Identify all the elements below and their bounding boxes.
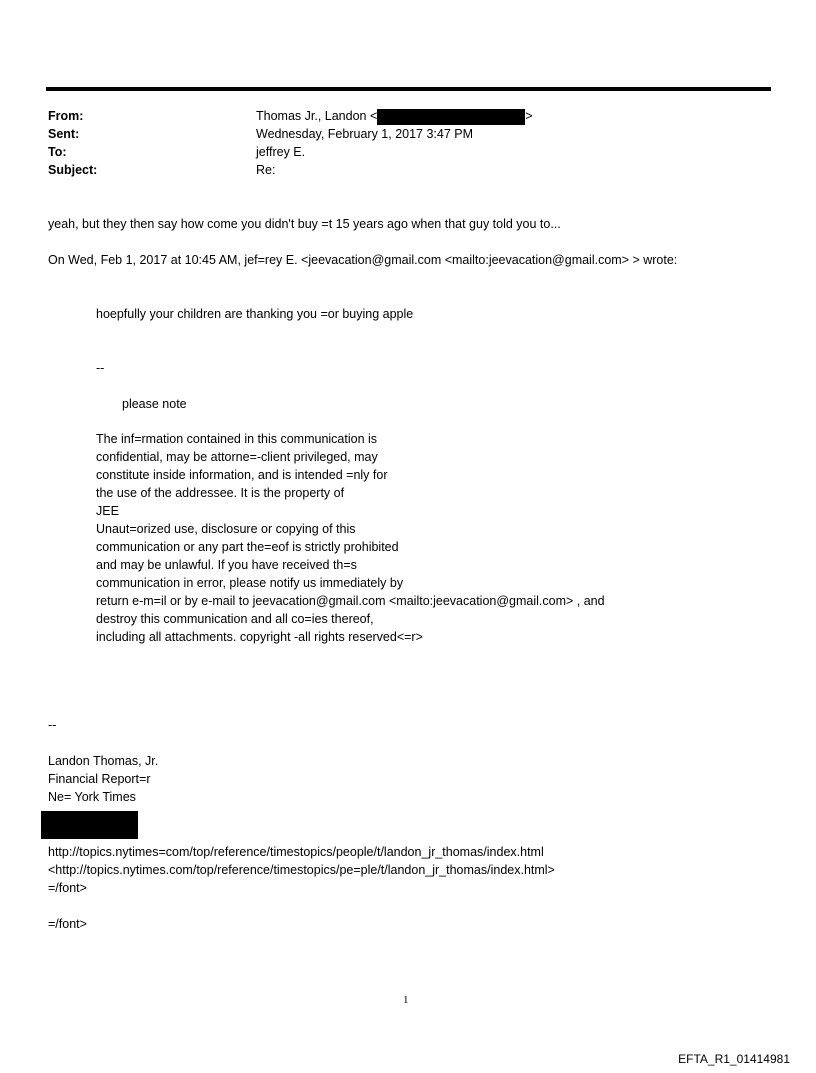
signature-link[interactable]: http://topics.nytimes=com/top/reference/timestopics/people/t/landon_jr_thomas/index.html (48, 845, 544, 859)
quote-intro: On Wed, Feb 1, 2017 at 10:45 AM, jef=rey E. <jeevacation@gmail.com <mailto:jeevacation@gmail.com> > wrote: (48, 253, 678, 267)
disclaimer-line: return e-m=il or by e-mail to jeevacation@gmail.com <mailto:jeevacation@gmail.com> , and (96, 594, 605, 608)
to-label: To: (48, 145, 67, 159)
reply-text: yeah, but they then say how come you didn't buy =t 15 years ago when that guy told you to... (48, 217, 561, 231)
from-label: From: (48, 109, 84, 123)
signature-title: Financial Report=r (48, 772, 151, 786)
disclaimer-line: The inf=rmation contained in this communication is (96, 432, 378, 446)
subject-label: Subject: (48, 163, 98, 177)
page-number: 1 (403, 994, 409, 1006)
quoted-signature-dash: -- (96, 361, 105, 375)
disclaimer-line: JEE (96, 504, 119, 518)
disclaimer-line: confidential, may be attorne=-client privileged, may (96, 450, 378, 464)
disclaimer-line: communication in error, please notify us immediately by (96, 576, 404, 590)
signature-dash: -- (48, 718, 57, 732)
redaction-block (41, 811, 138, 839)
disclaimer-line: constitute inside information, and is intended =nly for (96, 468, 388, 482)
to-row (48, 143, 548, 161)
disclaimer-line: including all attachments. copyright -all rights reserved<=r> (96, 630, 423, 644)
please-note: please note (122, 397, 187, 411)
subject-value: Re: (256, 163, 276, 177)
signature-org: Ne= York Times (48, 790, 136, 804)
signature-name: Landon Thomas, Jr. (48, 754, 159, 768)
font-close-tag: =/font> (48, 881, 87, 895)
disclaimer-line: communication or any part the=eof is strictly prohibited (96, 540, 399, 554)
disclaimer-line: the use of the addressee. It is the property of (96, 486, 345, 500)
sent-value: Wednesday, February 1, 2017 3:47 PM (256, 127, 474, 141)
from-name: Thomas Jr., Landon < (256, 109, 378, 123)
redaction-block (377, 109, 525, 125)
from-row (48, 107, 548, 125)
from-tail: > (525, 109, 533, 123)
sent-label: Sent: (48, 127, 80, 141)
sent-row (48, 125, 548, 143)
from-value (256, 107, 533, 125)
disclaimer-line: destroy this communication and all co=ies thereof, (96, 612, 374, 626)
disclaimer-line: Unaut=orized use, disclosure or copying of this (96, 522, 356, 536)
header-rule (46, 87, 771, 91)
subject-row (48, 161, 548, 179)
to-value: jeffrey E. (256, 145, 306, 159)
quoted-message: hoepfully your children are thanking you =or buying apple (96, 307, 414, 321)
font-close-tag: =/font> (48, 917, 87, 931)
bates-id: EFTA_R1_01414981 (678, 1052, 790, 1066)
signature-link[interactable]: <http://topics.nytimes.com/top/reference/timestopics/pe=ple/t/landon_jr_thomas/index.html> (48, 863, 555, 877)
disclaimer-line: and may be unlawful. If you have received th=s (96, 558, 357, 572)
